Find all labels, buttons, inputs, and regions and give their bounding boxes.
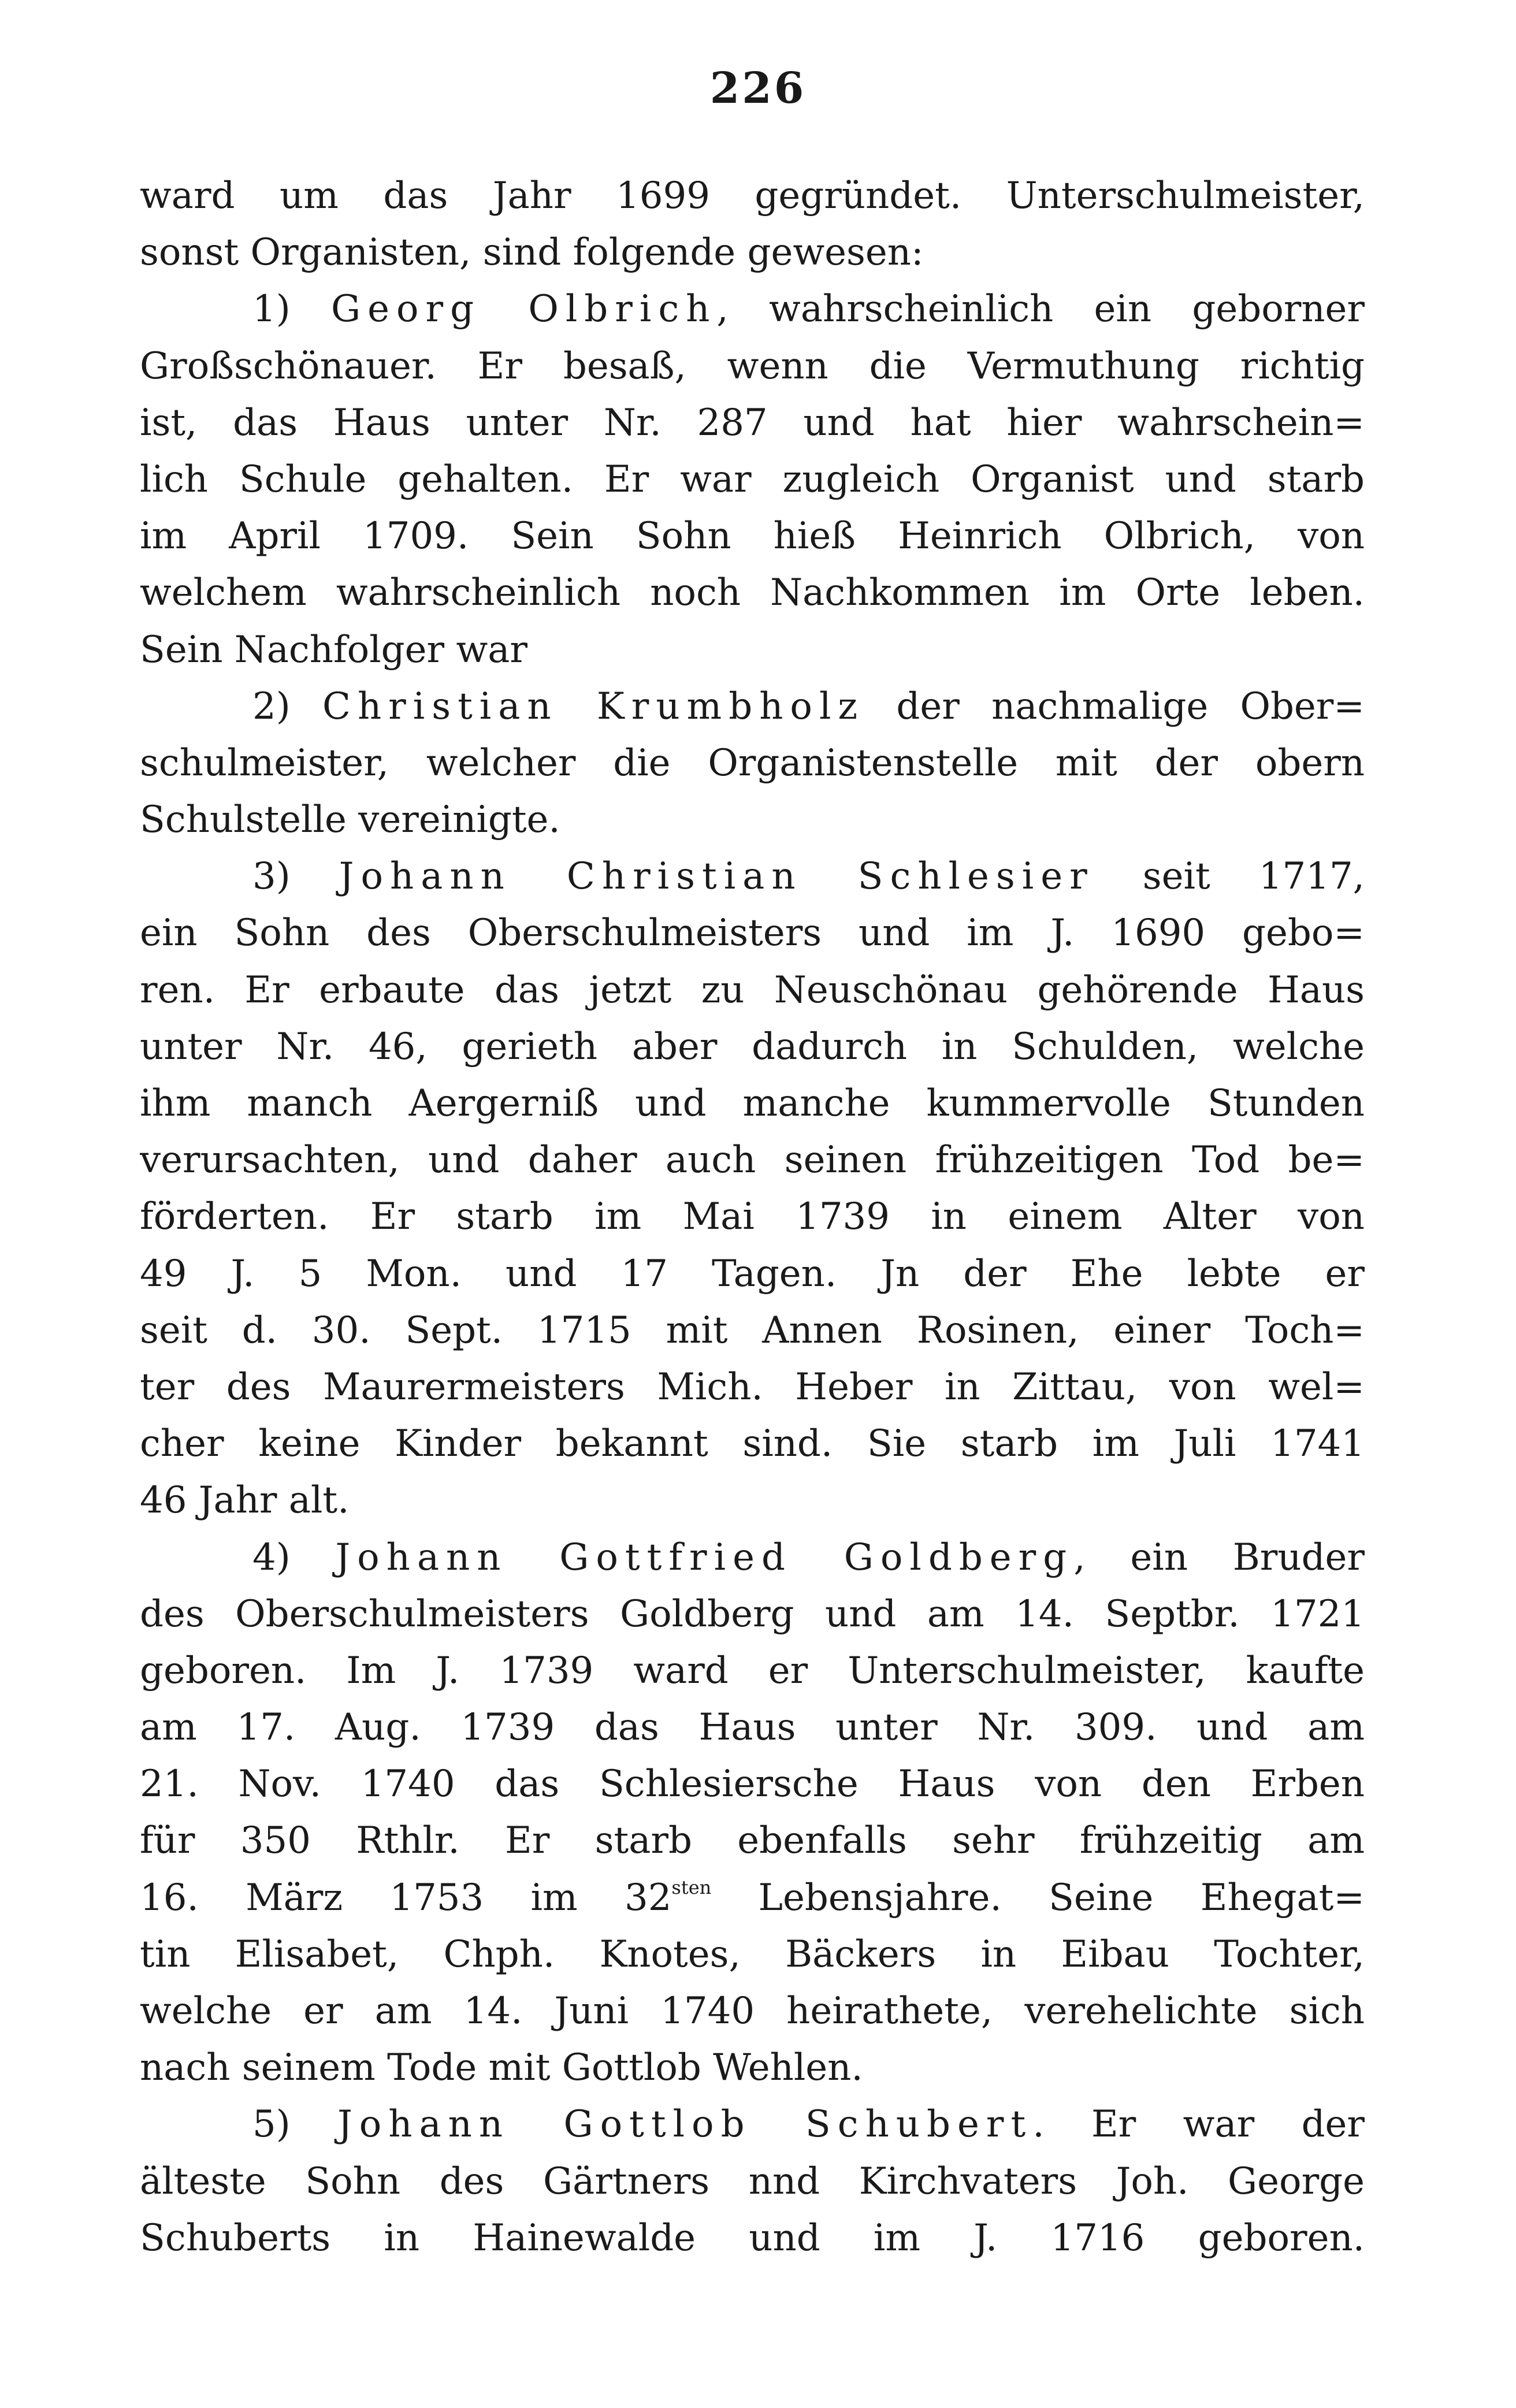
text-line: sonst Organisten, sind folgende gewesen: — [140, 231, 924, 274]
entry-heading-line: 2) Christian Krumbholz der nachmalige Ober= — [252, 685, 1365, 728]
text-line: für 350 Rthlr. Er starb ebenfalls sehr frühzeitig am — [140, 1819, 1365, 1863]
text-line: Schuberts in Hainewalde und im J. 1716 geboren. — [140, 2216, 1365, 2260]
text-line: nach seinem Tode mit Gottlob Wehlen. — [140, 2046, 863, 2090]
text-line: Sein Nachfolger war — [140, 628, 527, 671]
text-line: ihm manch Aergerniß und manche kummervolle Stunden — [140, 1082, 1365, 1125]
entry-heading-line: 3) Johann Christian Schlesier seit 1717, — [252, 855, 1365, 898]
text-line: im April 1709. Sein Sohn hieß Heinrich Olbrich, von — [140, 515, 1365, 558]
entry-heading-line: 1) Georg Olbrich, wahrscheinlich ein geborner — [252, 288, 1365, 331]
text-line: geboren. Im J. 1739 ward er Unterschulmeister, kaufte — [140, 1649, 1365, 1692]
text-line: ist, das Haus unter Nr. 287 und hat hier wahrschein= — [140, 401, 1365, 444]
text-line: 21. Nov. 1740 das Schlesiersche Haus von den Erben — [140, 1763, 1365, 1806]
person-name: Christian Krumbholz — [322, 685, 865, 728]
text-line: ein Sohn des Oberschulmeisters und im J. 1690 gebo= — [140, 912, 1365, 955]
text-line: cher keine Kinder bekannt sind. Sie starb im Juli 1741 — [140, 1422, 1365, 1466]
text-line: ter des Maurermeisters Mich. Heber in Zittau, von wel= — [140, 1365, 1365, 1409]
text-line: ren. Er erbaute das jetzt zu Neuschönau gehörende Haus — [140, 968, 1365, 1012]
text-line: 49 J. 5 Mon. und 17 Tagen. Jn der Ehe lebte er — [140, 1252, 1365, 1295]
person-name: Johann Christian Schlesier — [339, 855, 1094, 898]
text-line: tin Elisabet, Chph. Knotes, Bäckers in Eibau Tochter, — [140, 1933, 1365, 1976]
text-line: am 17. Aug. 1739 das Haus unter Nr. 309. und am — [140, 1706, 1365, 1749]
body-text — [140, 168, 1365, 2266]
text-line: des Oberschulmeisters Goldberg und am 14. Septbr. 1721 — [140, 1592, 1365, 1636]
text-line: welchem wahrscheinlich noch Nachkommen im Orte leben. — [140, 571, 1365, 615]
page-number: 226 — [709, 64, 807, 113]
person-name: Georg Olbrich — [330, 288, 717, 331]
entry-heading-line: 5) Johann Gottlob Schubert. Er war der — [252, 2103, 1365, 2146]
text-line: 46 Jahr alt. — [140, 1479, 350, 1522]
entry-heading-line: 4) Johann Gottfried Goldberg, ein Bruder — [252, 1536, 1365, 1579]
text-line: verursachten, und daher auch seinen frühzeitigen Tod be= — [140, 1139, 1365, 1182]
superscript-ordinal: sten — [671, 1876, 712, 1898]
person-name: Johann Gottfried Goldberg — [335, 1536, 1074, 1579]
text-line: lich Schule gehalten. Er war zugleich Organist und starb — [140, 458, 1365, 501]
text-line: Schulstelle vereinigte. — [140, 798, 560, 842]
text-line: älteste Sohn des Gärtners nnd Kirchvaters Joh. George — [140, 2160, 1365, 2203]
person-name: Johann Gottlob Schubert — [337, 2103, 1033, 2146]
text-line: seit d. 30. Sept. 1715 mit Annen Rosinen, einer Toch= — [140, 1309, 1365, 1352]
text-line: unter Nr. 46, gerieth aber dadurch in Schulden, welche — [140, 1025, 1365, 1068]
text-line: schulmeister, welcher die Organistenstelle mit der obern — [140, 741, 1365, 785]
text-line: förderten. Er starb im Mai 1739 in einem Alter von — [140, 1195, 1365, 1239]
text-line: 16. März 1753 im $32^{sten}$ Lebensjahre. Seine Ehegat= — [140, 1876, 1365, 1919]
text-line: welche er am 14. Juni 1740 heirathete, verehelichte sich — [140, 1990, 1365, 2032]
text-line: Großschönauer. Er besaß, wenn die Vermuthung richtig — [140, 344, 1365, 388]
text-line: ward um das Jahr 1699 gegründet. Unterschulmeister, — [140, 174, 1365, 217]
